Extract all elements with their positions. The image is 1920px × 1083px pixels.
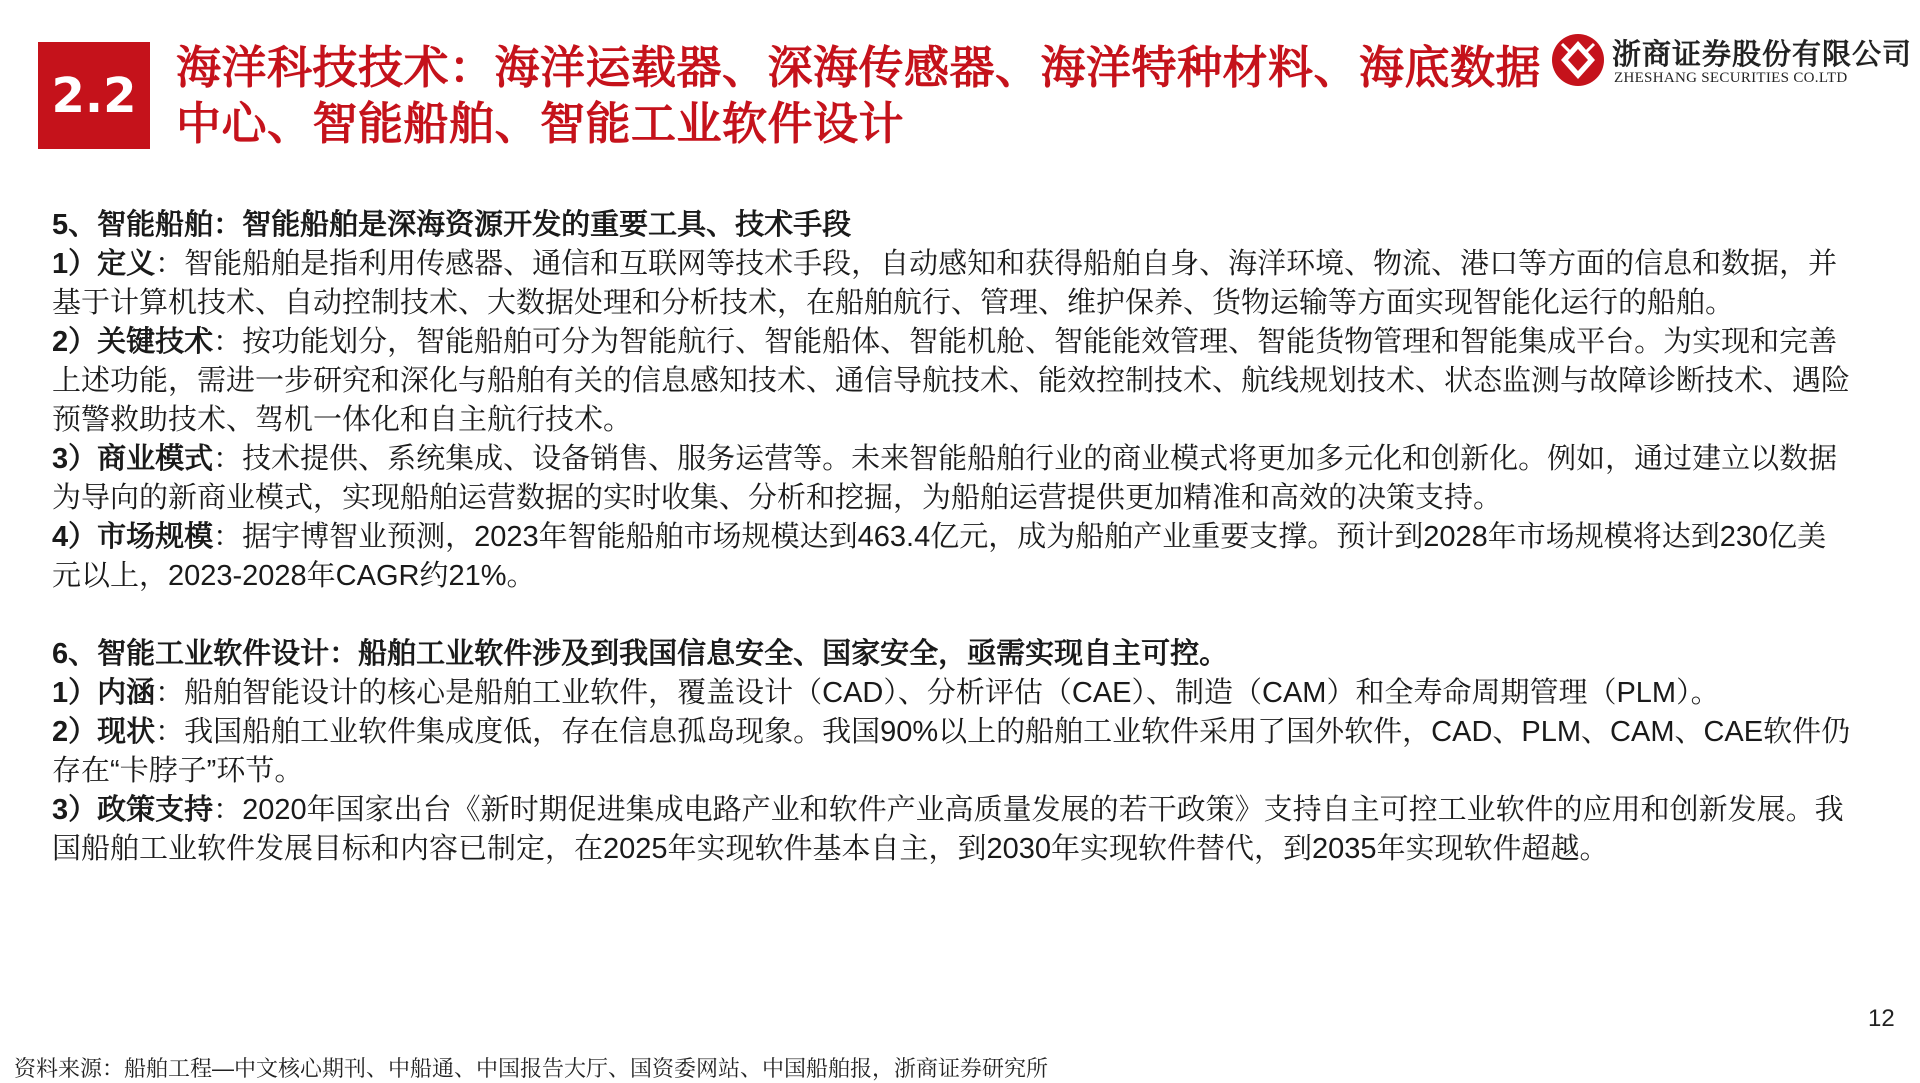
logo-english-name: ZHESHANG SECURITIES CO.LTD (1614, 70, 1848, 86)
list-item (52, 791, 1852, 869)
list-item (52, 518, 1852, 596)
item-text: ：我国船舶工业软件集成度低，存在信息孤岛现象。我国90%以上的船舶工业软件采用了国外软件，CAD、PLM、CAM、CAE软件仍存在“卡脖子”环节。 (52, 716, 1851, 787)
zheshang-logo-icon (1550, 32, 1606, 88)
section-heading: 6、智能工业软件设计：船舶工业软件涉及到我国信息安全、国家安全，亟需实现自主可控。 (52, 638, 1229, 670)
logo-chinese-name: 浙商证券股份有限公司 (1612, 37, 1913, 71)
slide-body (52, 206, 1852, 869)
section-number-badge: 2.2 (38, 42, 150, 149)
section-heading: 5、智能船舶：智能船舶是深海资源开发的重要工具、技术手段 (52, 209, 852, 241)
item-label: 2）现状 (52, 716, 156, 748)
item-label: 3）商业模式 (52, 443, 214, 475)
item-text: ：据宇博智业预测，2023年智能船舶市场规模达到463.4亿元，成为船舶产业重要支撑。预计到2028年市场规模将达到230亿美元以上，2023-2028年CAGR约21%。 (52, 521, 1827, 592)
item-label: 3）政策支持 (52, 794, 214, 826)
item-text: ：智能船舶是指利用传感器、通信和互联网等技术手段，自动感知和获得船舶自身、海洋环境、物流、港口等方面的信息和数据，并基于计算机技术、自动控制技术、大数据处理和分析技术，在船舶航行、管理、维护保养、货物运输等方面实现智能化运行的船舶。 (52, 248, 1838, 319)
item-label: 4）市场规模 (52, 521, 214, 553)
item-label: 1）内涵 (52, 677, 156, 709)
slide-title: 海洋科技技术：海洋运载器、深海传感器、海洋特种材料、海底数据中心、智能船舶、智能工业软件设计 (176, 41, 1542, 150)
item-text: ：按功能划分，智能船舶可分为智能航行、智能船体、智能机舱、智能能效管理、智能货物管理和智能集成平台。为实现和完善上述功能，需进一步研究和深化与船舶有关的信息感知技术、通信导航技术、能效控制技术、航线规划技术、状态监测与故障诊断技术、遇险预警救助技术、驾机一体化和自主航行技术。 (52, 326, 1851, 436)
item-label: 1）定义 (52, 248, 156, 280)
company-logo (1550, 30, 1913, 92)
section-spacer (52, 596, 1852, 635)
list-item (52, 674, 1852, 713)
slide-header (0, 0, 1920, 160)
item-text: ：2020年国家出台《新时期促进集成电路产业和软件产业高质量发展的若干政策》支持自主可控工业软件的应用和创新发展。我国船舶工业软件发展目标和内容已制定，在2025年实现软件基本自主，到2030年实现软件替代，到2035年实现软件超越。 (52, 794, 1844, 865)
item-label: 2）关键技术 (52, 326, 214, 358)
page-number: 12 (1868, 1005, 1895, 1032)
list-item (52, 245, 1852, 323)
list-item (52, 323, 1852, 440)
list-item (52, 713, 1852, 791)
item-text: ：技术提供、系统集成、设备销售、服务运营等。未来智能船舶行业的商业模式将更加多元化和创新化。例如，通过建立以数据为导向的新商业模式，实现船舶运营数据的实时收集、分析和挖掘，为船舶运营提供更加精准和高效的决策支持。 (52, 443, 1838, 514)
list-item (52, 440, 1852, 518)
item-text: ：船舶智能设计的核心是船舶工业软件，覆盖设计（CAD）、分析评估（CAE）、制造（CAM）和全寿命周期管理（PLM）。 (155, 677, 1720, 709)
source-footnote: 资料来源：船舶工程—中文核心期刊、中船通、中国报告大厅、国资委网站、中国船舶报，浙商证券研究所 (14, 1056, 1049, 1081)
